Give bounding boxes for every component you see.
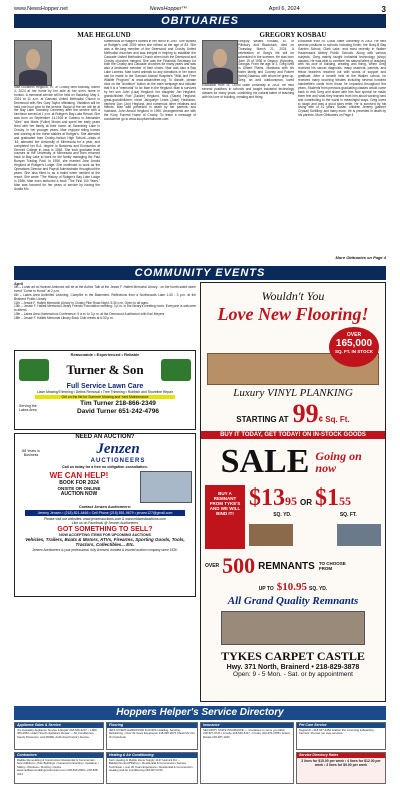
remnants-label: REMNANTS: [258, 560, 315, 572]
obit-text-gregory-col1b: Education from St. Cloud State University in 2003. He held several positions in schools and taught industrial technology classes for many years, combining his natural talent of teaching with his love of building, creating and fixing.: [202, 84, 294, 99]
price-carpet-ft: $1: [315, 485, 339, 511]
jenzen-footer: Jenzen Auctioneers is your professional, fully licensed, bonded & insured auction company since 1936.: [32, 548, 178, 552]
dir-body: SECURITY STATE INSURANCE — 4 locations to serve you Aitkin 218-927-3744 • Crosby 218-546-5117 • Crosby 320-676-3788 • Grand Marais 218-387-1040: [203, 728, 290, 739]
carpet-sample-image: [249, 524, 293, 546]
event-item: 6th – Lakes Area Unlimited Learning: Campfire in the Basement. Reflections from a Northwoods Lake 1:30 - 3 p.m. at the Brainerd Public Library.: [14, 292, 196, 301]
issue-date: April 6, 2024: [268, 6, 300, 12]
price-vinyl: 99: [292, 399, 319, 428]
dir-flooring: [106, 722, 198, 750]
dir-appliance: [14, 722, 104, 750]
remnant-price: $10.95: [276, 581, 308, 593]
turner-name: Turner & Son: [66, 362, 144, 377]
need-auction-heading: NEED AN AUCTION?: [75, 434, 135, 440]
badge-sqft-count: 165,000: [335, 338, 373, 349]
obit-text-gregory-col2: Education from St. Cloud State University in 2003. He held several positions in schools including Keller, the Busy-B Bay Garden School, Clark Lake, and most recently in Walker Hackensack Akeley Public Schools. Along with various subjects, Greg mainly taught industrial technology (shop) classes. He was able to combine his natural talent of teaching with his love of building, creating and fixing. When Greg received his cancer diagnosis, many students, parents, and fellow teachers reached out with words of support and gratitude. After a benefit held at the Walker school, he received many touching tributes including several hundred handwritten cards from those he impacted throughout the years. Students from previous graduating classes would come back to visit Greg and share with him how special he made them feel and what they learned from him about working hard and contributing to the world in meaningful ways. Greg loved to laugh and was a good story teller. He is survived by his loving wife of 41 years, Susan; children Jeremy (partner Crystal) Schilling; and many more. He is preceded in death by his parents. More Obituaries on Page 4: [298, 40, 386, 118]
event-item: 13th – Lakes Area Homeschool Conference. 9 a.m. to 3 p.m. at the Deerwood Auditorium with Kari Meyers.: [14, 312, 166, 317]
unit-sq-ft: SQ. FT.: [339, 512, 357, 518]
store-name: TYKES CARPET CASTLE: [221, 649, 365, 663]
got-something-to-sell: GOT SOMETHING TO SELL?: [57, 526, 153, 533]
dir-head: Pet Care Service: [297, 723, 385, 728]
store-hours: Open: 9 - 5 Mon. - Sat. or by appointment: [233, 671, 353, 678]
remnant-price-unit: SQ. YD.: [309, 586, 328, 592]
price-carpet-ft-cents: 55: [339, 494, 351, 508]
free-consultation: Call us today for a free no obligation consultation.: [62, 465, 148, 469]
castle-image: [221, 611, 365, 645]
obit-name-gregory: GREGORY KOSBAU: [259, 31, 327, 39]
community-events-banner: COMMUNITY EVENTS: [14, 266, 386, 280]
obit-text-gregory-col1a: Gregory Willard Kosbau, 87, of Pillsbury and Blackduck, died on Thursday, March 21, 2024. A celebration of Greg's life will be scheduled in the summer. He was born June 15 of 1936 in Dayton, Wyoming, Georgia. From the age of 3, Greg lived in Gilbert Plains, Manitoba with his foster family and Cooney and Robert (twins) Nadeau, with whom he grew up. Greg, an avid outdoorsman, loved: [238, 40, 294, 82]
up-to-label: UP TO: [258, 586, 274, 592]
auction-photo: [140, 471, 192, 503]
onsite-online: ONSITE OR ONLINE: [57, 486, 101, 491]
jenzen-logo-sub: AUCTIONEERS: [90, 458, 146, 464]
dir-body: Radtke Remodeling & Construction Residential & Commercial • New Additions • Pole Buildings • General Contracting • Insulation • Siding • Windows • Roofing • Decks www.radtkeremodelingconstruction.com 218-546-2600 • 218-838-4113: [17, 758, 99, 776]
turner-tagline: Reasonable • Experienced • Reliable: [70, 352, 140, 357]
website-url[interactable]: www.NewsHopper.net: [14, 6, 68, 12]
event-item: 11th – Jessie F. Hallett Memorial Library in Crosby Pike Road Night. 5:30 p.m. Open to all ages.: [14, 300, 149, 305]
turner-service: Full Service Lawn Care: [66, 383, 144, 390]
dir-body: 3 lines for $15.00 per week • 4 lines for $12.00 per week • 3 lines for $9.00 per week: [301, 759, 381, 768]
dir-body: Kern Heating & Mobile Home Supply 4147 Helmick Rd. – Baldwin/Ironton/Pillsbury • Residential & Commercial • Service Technician • over 30 Years Experience • Residential & Commercial • Heating and Air Conditioning 218-927-6720: [109, 758, 194, 773]
dir-head: Service Directory Rates: [297, 753, 385, 758]
sale-heading: SALE: [220, 443, 310, 480]
dir-head: Appliance Sales & Service: [15, 723, 103, 728]
event-item: 13th – Jessie F. Hallett Memorial Library Friends Foundation meeting: 3 p.m. in the library's meeting room. Everyone is welcome to attend.: [14, 304, 196, 313]
remnants-count: 500: [222, 553, 256, 578]
dir-head: Flooring: [107, 723, 197, 728]
dir-body: Dogputch • 218-927-4352 Grafton Pet Grooming & Boarding Kennels. Premier pet care services.: [299, 728, 374, 736]
page-header: [14, 4, 386, 14]
turner-phone-david: David Turner 651-242-4796: [77, 407, 159, 415]
luxury-vinyl-planking: Luxury VINYL PLANKING: [233, 387, 353, 399]
turner-service-list: Lawn Mowing/Trimming • Debris Removal • Tree Trimming • Rubbish and Shoreline Repair: [37, 390, 173, 394]
badge-over: OVER: [346, 332, 362, 338]
sqft-badge: [329, 327, 379, 367]
turner-son-ad: [14, 350, 196, 430]
dir-insurance: [200, 722, 294, 784]
we-can-help: WE CAN HELP!: [49, 471, 109, 480]
events-month: April: [14, 282, 24, 286]
facebook-note[interactable]: Like us on Facebook @ Jenzen Auctioneers: [71, 521, 139, 525]
dir-rates: [296, 752, 386, 784]
auction-now: AUCTION NOW: [60, 491, 98, 497]
going-on-now: Going on now: [315, 449, 362, 475]
book-for-2024: BOOK FOR 2024: [59, 480, 99, 486]
price-carpet-yd-cents: 95: [285, 494, 297, 508]
contact-people: Jeremy Jenzen • (218) 821-4466 • Cell Phone (218) 851-9679 • jenzen127@gmail.com: [25, 510, 185, 516]
dir-body: Jim Kowalsky Appliance Service & Repair 218-546-3207 • 1-800-459-2963 • Adam Scott's Appliance Repair — Air Conditioners, Sports Protectors, and MORE. Authorized Factory Service.: [17, 728, 98, 739]
turner-serving: Serving the Lakes Area: [19, 403, 37, 412]
or-separator: OR: [300, 498, 312, 507]
event-item: 4th – Lunar art at Hannah Ambrose will be at the Author Talk at the Jessie F. Hallett Memorial Library - on the fourth-sided stone event "Come to Honor" at 2 p.m.: [14, 284, 196, 293]
jenzen-logo: Jenzen: [96, 441, 140, 457]
portrait-photo-mae: [14, 40, 52, 86]
tykes-flooring-ad: [200, 282, 386, 702]
all-grand-quality: All Grand Quality Remnants: [227, 595, 359, 607]
page-number: 3: [381, 4, 386, 14]
obit-text-mae-col2: Kaffeehaus at Ruttger's named in her honor in 1987. She worked at Ruttger's until 2009 when she retired at the age of 83. She was a life-long member of the Deerwood and Crosby United Methodist churches and was integral in helping to establish the Cascade United Methodist Church when both the Deerwood and Crosby churches merged. She was the Financial Secretary for both the Crosby and Cascade churches for many years and was also a dedicated member of their choirs. Mae was also a Bay Lake Lioness. Mae loved animals so any donations in her honor can be made to the Ganoski Animal Hospital's "Wild and Free Wildlife Program" at www.wildandfree.org. To donate, please click on the "donation" button on the main webpage and indicate that it is a "memorial" to for Mae in the Heglund. Mae is survived by her son John (Lisa) Heglund; her daughter Jan Heglund; grandchildren Rob (Jackie) Heglund, Nick (Sarah) Heglund; great-grandchildren; niece Jacquelyn Lewis (Jake) Hedstrom; nephew Don (Joy) Heglund, and numerous other relatives and friends. Mae was preceded in death by her parents; and husband, John Arnold Heglund in 1990. Arrangements are with the Koop Funeral Home of Crosby. To leave a message of condolence go to www.koopfuneralhome.com.: [104, 40, 196, 122]
over-label: OVER: [205, 563, 220, 569]
wouldnt-you: Wouldn't You: [261, 289, 325, 303]
events-list: [14, 282, 196, 348]
dir-pet-care: [296, 722, 386, 750]
love-new-flooring: Love New Flooring!: [217, 304, 369, 324]
event-item: 18th – Jessie F. Hallett Memorial Library Book Club meets at 6:30 p.m.: [14, 316, 114, 321]
store-address: Hwy. 371 North, Brainerd • 218-829-3878: [226, 664, 360, 671]
portrait-photo-gregory: [202, 40, 238, 84]
dir-heating-ac: [106, 752, 198, 784]
dir-contractors: [14, 752, 104, 784]
service-directory-banner: Hoppers Helper's Service Directory: [14, 706, 386, 720]
price-vinyl-unit: ¢ Sq. Ft.: [318, 415, 350, 424]
dir-head: Contractors: [15, 753, 103, 758]
dir-head: Insurance: [201, 723, 293, 728]
badge-sqft-label: SQ. FT. IN STOCK: [335, 349, 373, 354]
mower-image: [19, 359, 49, 381]
brand-name: NewsHopper™: [149, 6, 187, 12]
accepting-items: NOW ACCEPTING ITEMS FOR UPCOMING AUCTIONS: [59, 533, 151, 537]
turner-cta: Get on the list for Summer Mowing and Yard Maintenance: [35, 395, 175, 399]
dir-body: JEFF MYERS HARDWOOD FLOORS Installing, Sanding, Refinishing • Over 20 Years Experience 218-296-2076 Check Me Out On Facebook: [109, 728, 195, 739]
obit-name-mae: MAE HEGLUND: [77, 31, 131, 39]
tractor-image: [161, 359, 191, 381]
starting-at: STARTING AT: [236, 415, 289, 424]
buy-it-today-bar: BUY IT TODAY, GET TODAY! ON IN-STOCK GOODS: [201, 431, 385, 439]
price-carpet-yd: $13: [249, 485, 285, 511]
obit-text-mae-col1: Mae Elizabeth Heglund, 97, of Crosby died Monday, March 4, 2024 at her home by her side at her son's home in Ironton. A memorial service will be held on Saturday, May 4, 2024 at 11 a.m. at Ganoski United Methodist Church in Deerwood with Rev Gary Taylor officiating. Visitation will be held one hour prior to the service. Burial of the urn will be at the Bay Lake Township Cemetery after the service with a luncheon served at 1 p.m. at Ruttger's Bay Lake Resort. She was born on September 14,1926 in Cabeno to Alexander "Alec" and Marie (Fuller) Moran and spent her early years lived with her family at their home on Swanburg Lake in Crosby. In her younger years, Mae enjoyed riding horses and working at the horse stables at Ruttger's. She attended and graduated from Crosby-Ironton High School—class of '44; attended the University of Minnesota for a year, and completed her B.A. degree in Business and Economics at Grinnell College in Iowa in 1948. She took graduate level courses at the University of Minnesota and then returned back to Bay Lake to work for the family managing the Paul Bunyan Trading Post. In 1956, she married John Arnold Heglund at Ruttger's Lodge. She continued to work as the Operations Director and Payroll Administrator throughout the years. She also filled in as a ballet when needed at the resort. She wrote "The History of Ruttger's Bay Lake Lodge in 1986. Mae even authored a book "The First 100 Years." Mae was honored for her years of service by having the Auntie M's: [14, 86, 100, 191]
years-in-business: 88 Years in Business: [22, 448, 40, 457]
turner-phone-tim: Tim Turner 218-866-2349: [80, 400, 156, 407]
more-obituaries-note: More Obituaries on Page 4: [335, 255, 386, 260]
dir-head: Heating & Air Conditioning: [107, 753, 197, 758]
carpet-sample-image-2: [337, 524, 381, 546]
items-list: Vehicles, Trailers, Boats & Motors, ATVs, Firearms, Sporting Goods, Tools, Tractors, Collectibles... Etc.: [25, 537, 185, 547]
websites[interactable]: Please visit our websites: www.jenzenauctions.com & www.midwestauctions.com: [44, 517, 166, 521]
to-choose-from: TO CHOOSE FROM: [318, 561, 346, 571]
contact-heading: Contact Jenzen Auctioneers:: [78, 505, 132, 509]
remnant-binding-note: BUY A REMNANT FROM TYKE'S AND WE WILL BIND IT!: [205, 485, 245, 549]
obituaries-banner: OBITUARIES: [14, 14, 386, 28]
unit-sq-yd: SQ. YD.: [273, 512, 292, 518]
jenzen-auctioneers-ad: [14, 433, 196, 597]
